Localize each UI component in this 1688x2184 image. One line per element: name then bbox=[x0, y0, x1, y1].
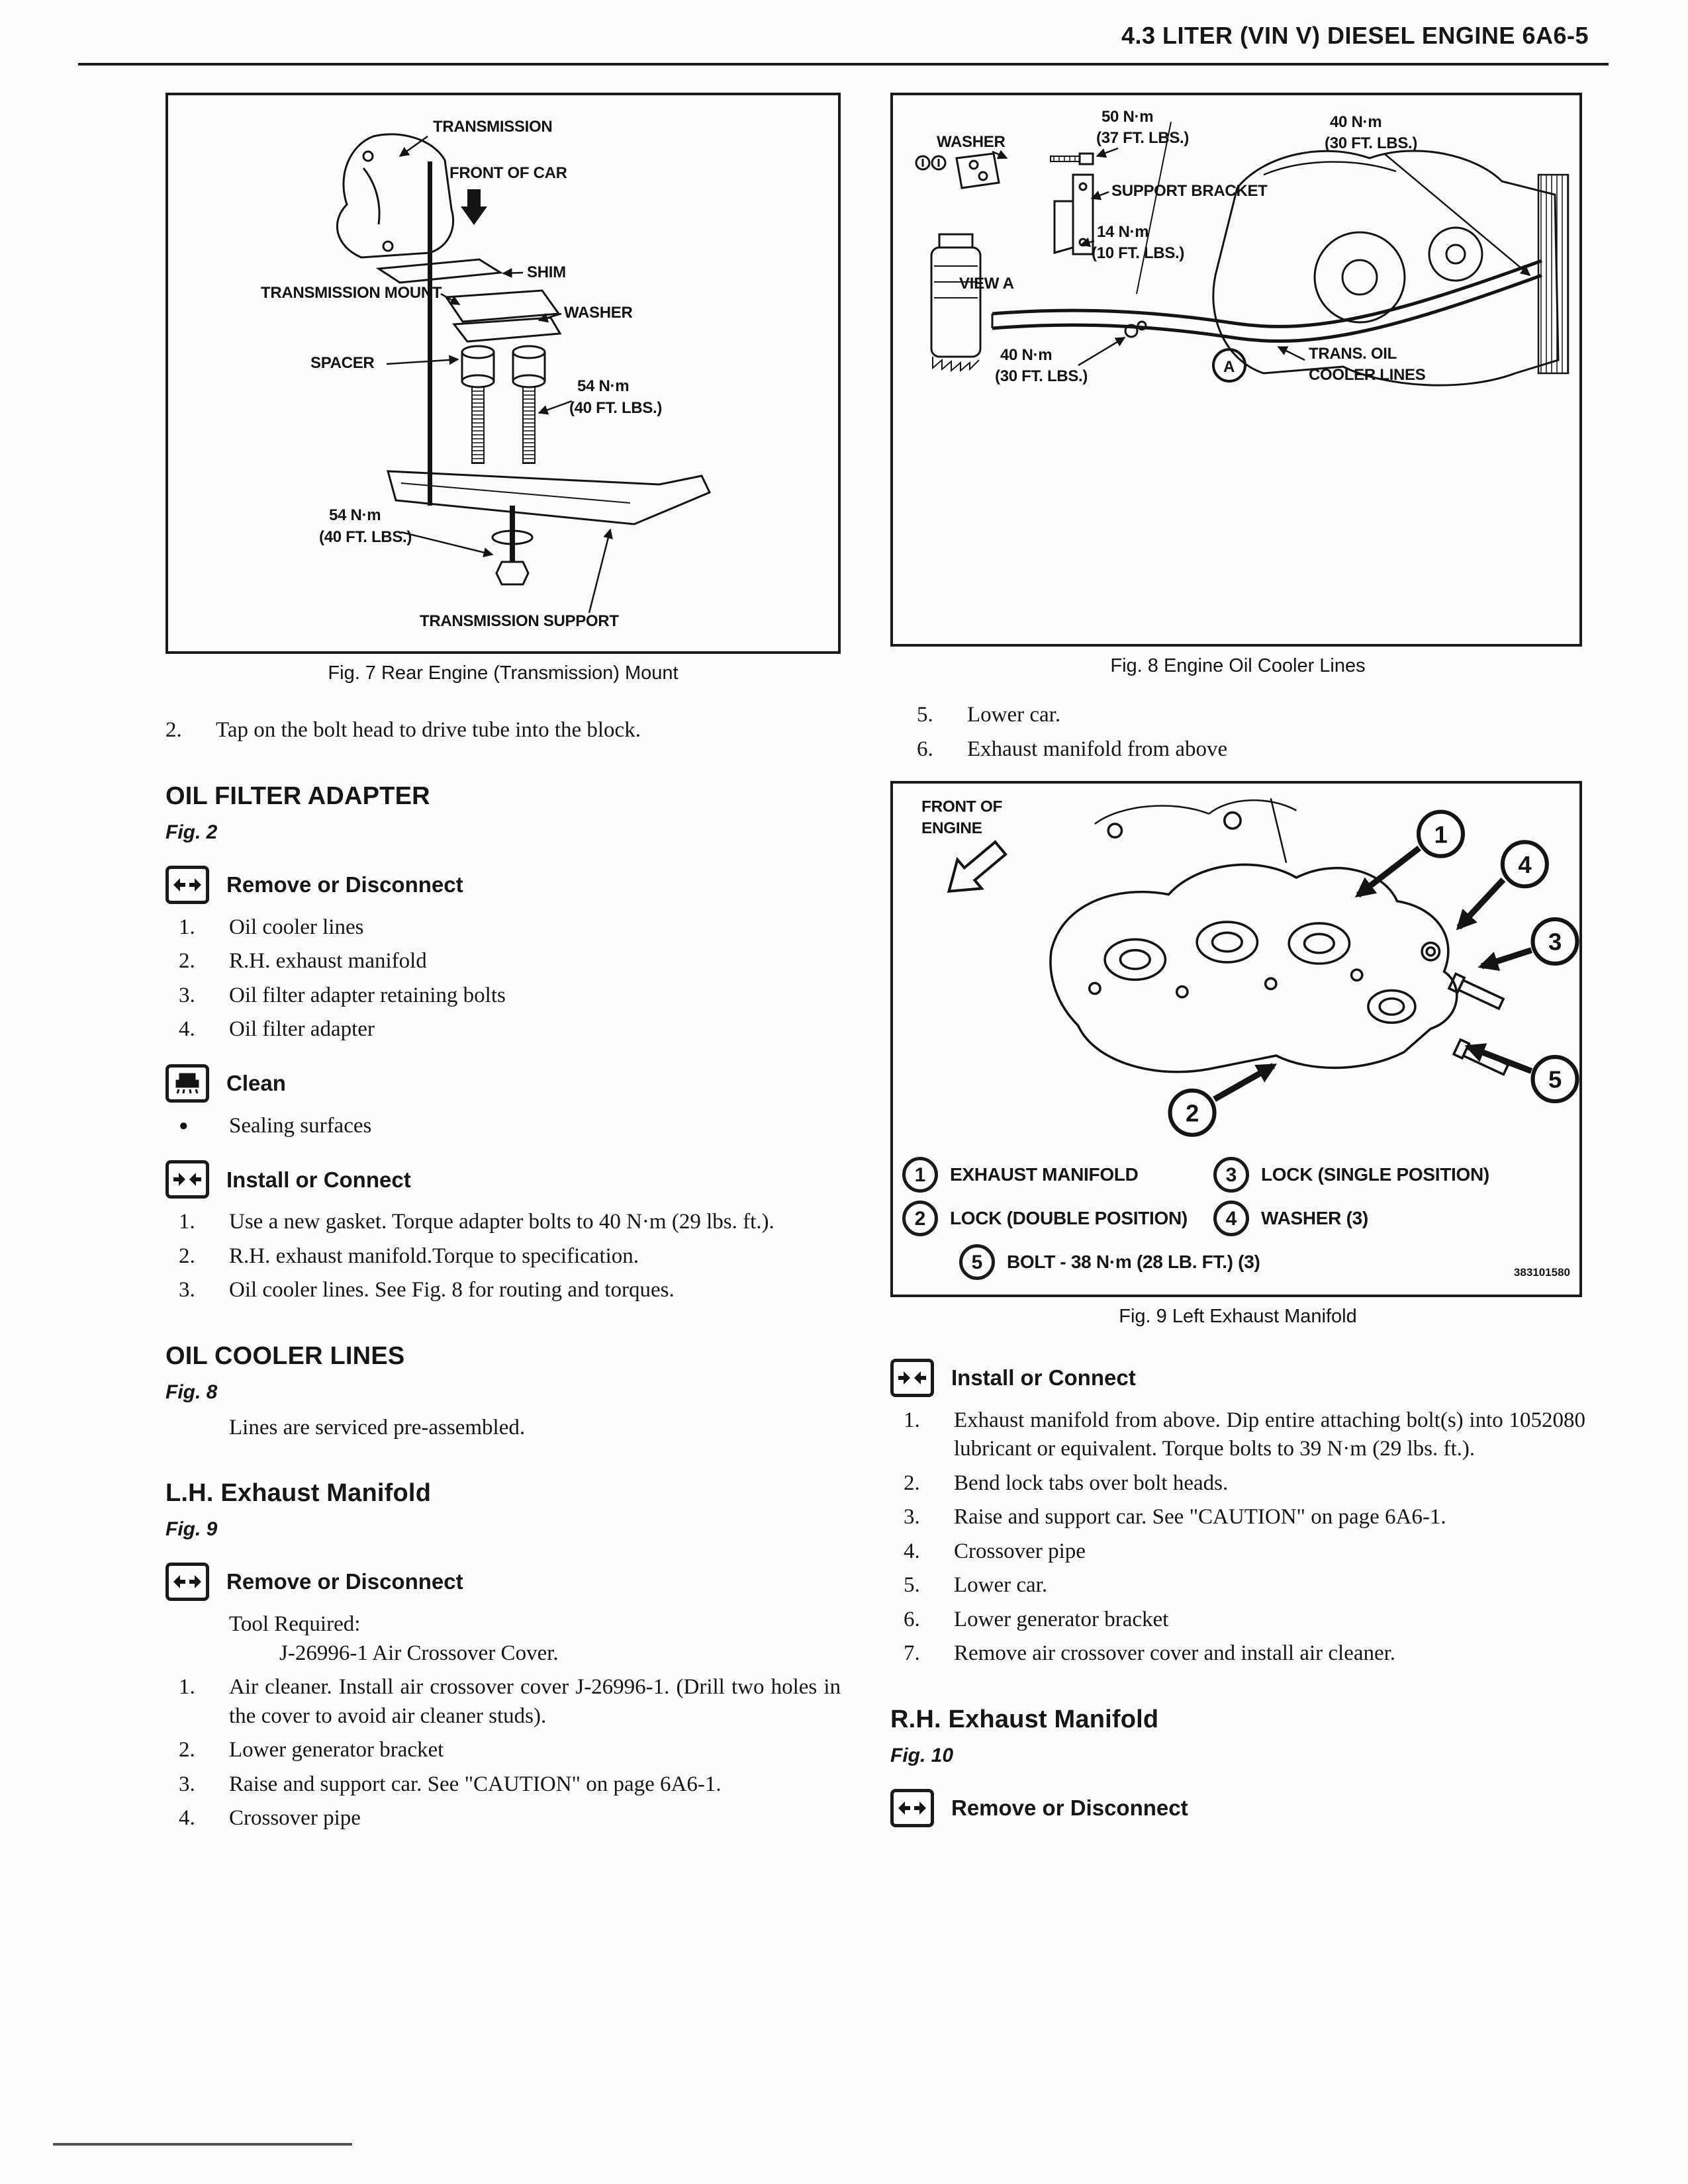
list-item-text: R.H. exhaust manifold.Torque to specification. bbox=[229, 1244, 639, 1268]
legend-row bbox=[902, 1157, 1570, 1193]
list-item-number: 1. bbox=[179, 915, 195, 939]
figure-reference: Fig. 9 bbox=[165, 1518, 218, 1541]
tool-required-label: Tool Required: bbox=[229, 1612, 361, 1636]
list-item bbox=[904, 1571, 1585, 1600]
list-item-text: Crossover pipe bbox=[954, 1539, 1086, 1563]
fig8-label-trans-oil-1: TRANS. OIL bbox=[1309, 345, 1397, 363]
list-item bbox=[179, 1276, 841, 1305]
fig7-label-torque-b2: (40 FT. LBS.) bbox=[319, 528, 412, 546]
figure-reference: Fig. 2 bbox=[165, 821, 218, 843]
clean-row bbox=[165, 1064, 841, 1103]
remove-disconnect-icon bbox=[890, 1789, 934, 1827]
section-heading-oil-filter-adapter: OIL FILTER ADAPTER bbox=[165, 782, 430, 810]
list-item-text: Remove air crossover cover and install air cleaner. bbox=[954, 1641, 1396, 1666]
lh-items-list bbox=[165, 1673, 841, 1833]
list-item-text: Oil filter adapter bbox=[229, 1017, 375, 1042]
legend-circle-5: 5 bbox=[959, 1244, 995, 1280]
list-item bbox=[904, 1406, 1585, 1464]
operation-label: Install or Connect bbox=[951, 1365, 1136, 1390]
install-items-list bbox=[165, 1208, 841, 1305]
list-item bbox=[179, 1804, 841, 1833]
fig8-label-washer: WASHER bbox=[937, 133, 1006, 151]
list-item-text: Oil filter adapter retaining bolts bbox=[229, 983, 506, 1007]
list-item-number: 3. bbox=[179, 1772, 195, 1796]
remove-disconnect-icon bbox=[165, 866, 209, 904]
list-item-text: Lower car. bbox=[954, 1573, 1048, 1598]
fig7-label-transmission: TRANSMISSION bbox=[433, 118, 553, 136]
list-item-number: 3. bbox=[179, 983, 195, 1007]
legend-circle-1: 1 bbox=[902, 1157, 938, 1193]
list-item-text: Use a new gasket. Torque adapter bolts to 40 N·m (29 lbs. ft.). bbox=[229, 1210, 774, 1234]
list-item bbox=[179, 1770, 841, 1799]
list-item-number: 1. bbox=[179, 1675, 195, 1700]
figure-reference: Fig. 10 bbox=[890, 1745, 954, 1767]
list-item bbox=[904, 1469, 1585, 1498]
list-item bbox=[165, 716, 841, 745]
fig7-label-washer: WASHER bbox=[564, 304, 633, 322]
fig8-label-detail-a: A bbox=[1223, 358, 1235, 376]
list-item-text: Sealing surfaces bbox=[229, 1113, 372, 1138]
fig7-label-torque-a2: (40 FT. LBS.) bbox=[569, 399, 663, 417]
list-item-number: 7. bbox=[904, 1641, 920, 1666]
fig7-label-shim: SHIM bbox=[527, 263, 566, 281]
list-item-number: 2. bbox=[179, 1738, 195, 1762]
list-item-text: R.H. exhaust manifold bbox=[229, 949, 427, 974]
list-item-text: Lower generator bracket bbox=[954, 1607, 1169, 1631]
legend-circle-2: 2 bbox=[902, 1201, 938, 1236]
fig9-label-front-of-engine-2: ENGINE bbox=[921, 819, 982, 838]
legend-label: LOCK (DOUBLE POSITION) bbox=[950, 1207, 1188, 1228]
fig7-label-torque-b1: 54 N·m bbox=[329, 506, 381, 524]
install-or-connect-row bbox=[165, 1160, 841, 1199]
fig8-label-t40r-2: (30 FT. LBS.) bbox=[1325, 134, 1418, 152]
list-item bbox=[917, 735, 1585, 764]
list-item-number: 6. bbox=[917, 737, 933, 761]
install-or-connect-row bbox=[890, 1359, 1585, 1397]
fig9-callout-4: 4 bbox=[1518, 851, 1532, 879]
header-rule bbox=[78, 63, 1609, 66]
fig9-callout-2: 2 bbox=[1186, 1099, 1199, 1127]
list-item-number: 2. bbox=[179, 949, 195, 974]
legend-label: WASHER (3) bbox=[1261, 1207, 1368, 1228]
fig7-label-torque-a1: 54 N·m bbox=[577, 377, 630, 395]
tool-name: J-26996-1 Air Crossover Cover. bbox=[279, 1641, 559, 1665]
left-column bbox=[165, 93, 841, 1839]
figure-9-legend bbox=[893, 1146, 1579, 1295]
fig8-label-trans-oil-2: COOLER LINES bbox=[1309, 366, 1426, 384]
figure-8-box bbox=[890, 93, 1582, 647]
figure-9-box bbox=[890, 781, 1582, 1297]
remove-items-list bbox=[165, 913, 841, 1044]
list-item-text: Bend lock tabs over bolt heads. bbox=[954, 1471, 1229, 1495]
legend-row bbox=[959, 1244, 1570, 1280]
bullet-marker: ● bbox=[179, 1116, 189, 1134]
list-item-number: 2. bbox=[904, 1471, 920, 1495]
list-item bbox=[904, 1503, 1585, 1532]
legend-entry bbox=[1213, 1157, 1489, 1193]
legend-circle-4: 4 bbox=[1213, 1201, 1249, 1236]
list-item-text: Exhaust manifold from above. Dip entire attaching bolt(s) into 1052080 lubricant or equivalent. Torque bolts to 39 N·m (29 lbs. ft.). bbox=[954, 1408, 1585, 1461]
legend-row bbox=[902, 1201, 1570, 1236]
figure-reference: Fig. 8 bbox=[165, 1381, 218, 1404]
note-text: Lines are serviced pre-assembled. bbox=[229, 1415, 526, 1439]
list-item bbox=[179, 1112, 841, 1141]
clean-icon bbox=[165, 1064, 209, 1103]
right-column bbox=[890, 93, 1585, 1837]
list-item-text: Tap on the bolt head to drive tube into the block. bbox=[216, 718, 641, 743]
legend-label: LOCK (SINGLE POSITION) bbox=[1261, 1163, 1489, 1185]
legend-entry bbox=[1213, 1201, 1368, 1236]
operation-label: Clean bbox=[226, 1070, 286, 1095]
legend-label: EXHAUST MANIFOLD bbox=[950, 1163, 1139, 1185]
list-item bbox=[179, 1208, 841, 1237]
legend-entry bbox=[902, 1201, 1213, 1236]
list-item bbox=[179, 981, 841, 1011]
figure-8-drawing bbox=[893, 95, 1579, 644]
figure-9-caption: Fig. 9 Left Exhaust Manifold bbox=[1119, 1306, 1357, 1328]
list-item bbox=[179, 1736, 841, 1765]
list-item-number: 5. bbox=[917, 703, 933, 727]
list-item-number: 1. bbox=[904, 1408, 920, 1432]
list-item-text: Raise and support car. See "CAUTION" on page 6A6-1. bbox=[954, 1505, 1446, 1529]
exhaust-manifold-drawing bbox=[937, 799, 1577, 1135]
list-item bbox=[904, 1606, 1585, 1635]
figure-9-drawing bbox=[893, 784, 1579, 1146]
section-heading-lh-exhaust-manifold: L.H. Exhaust Manifold bbox=[165, 1479, 432, 1508]
list-item-text: Exhaust manifold from above bbox=[967, 737, 1228, 761]
list-item bbox=[179, 1673, 841, 1731]
figure-8-caption: Fig. 8 Engine Oil Cooler Lines bbox=[1110, 655, 1366, 676]
fig7-label-transmission-support: TRANSMISSION SUPPORT bbox=[420, 612, 619, 630]
list-item-text: Lower generator bracket bbox=[229, 1738, 444, 1762]
fig8-label-t50-2: (37 FT. LBS.) bbox=[1096, 129, 1190, 147]
install-connect-icon bbox=[890, 1359, 934, 1397]
operation-label: Install or Connect bbox=[226, 1167, 411, 1192]
right-install-list bbox=[890, 1406, 1585, 1668]
list-item bbox=[917, 701, 1585, 730]
fig8-label-t40r-1: 40 N·m bbox=[1330, 113, 1382, 131]
figure-7-drawing bbox=[168, 95, 838, 651]
list-item-text: Oil cooler lines. See Fig. 8 for routing and torques. bbox=[229, 1278, 675, 1302]
list-item-number: 4. bbox=[179, 1017, 195, 1042]
list-item-number: 1. bbox=[179, 1210, 195, 1234]
list-item-text: Lower car. bbox=[967, 703, 1061, 727]
figure-7-caption: Fig. 7 Rear Engine (Transmission) Mount bbox=[328, 662, 679, 684]
figure-part-number: 383101580 bbox=[1513, 1265, 1570, 1279]
right-top-list bbox=[890, 701, 1585, 764]
list-item-text: Raise and support car. See "CAUTION" on page 6A6-1. bbox=[229, 1772, 722, 1796]
remove-or-disconnect-row bbox=[165, 866, 841, 904]
page-bottom-mark bbox=[53, 2143, 352, 2146]
list-item-text: Crossover pipe bbox=[229, 1806, 361, 1831]
fig9-label-front-of-engine-1: FRONT OF bbox=[921, 797, 1003, 816]
list-item bbox=[904, 1639, 1585, 1668]
fig7-label-spacer: SPACER bbox=[310, 354, 375, 372]
fig7-label-transmission-mount: TRANSMISSION MOUNT bbox=[261, 284, 442, 302]
list-item-number: 4. bbox=[179, 1806, 195, 1831]
fig8-label-t50-1: 50 N·m bbox=[1102, 108, 1154, 126]
section-heading-oil-cooler-lines: OIL COOLER LINES bbox=[165, 1342, 405, 1370]
clean-items-list bbox=[165, 1112, 841, 1141]
fig8-label-t40l-1: 40 N·m bbox=[1000, 346, 1053, 364]
figure-7-box bbox=[165, 93, 841, 654]
list-item-number: 2. bbox=[179, 1244, 195, 1268]
list-item-number: 6. bbox=[904, 1607, 920, 1631]
list-item-number: 3. bbox=[904, 1505, 920, 1529]
fig7-label-front-of-car: FRONT OF CAR bbox=[449, 164, 567, 182]
list-item-text: Air cleaner. Install air crossover cover J-26996-1. (Drill two holes in the cover to avoid air cleaner studs). bbox=[229, 1675, 841, 1728]
list-item-number: 4. bbox=[904, 1539, 920, 1563]
list-item-number: 3. bbox=[179, 1278, 195, 1302]
fig8-label-support-bracket: SUPPORT BRACKET bbox=[1111, 182, 1268, 200]
legend-circle-3: 3 bbox=[1213, 1157, 1249, 1193]
remove-disconnect-icon bbox=[165, 1563, 209, 1601]
list-item-number: 5. bbox=[904, 1573, 920, 1598]
fig8-label-t14-2: (10 FT. LBS.) bbox=[1092, 244, 1185, 262]
remove-or-disconnect-row bbox=[165, 1563, 841, 1601]
list-item bbox=[179, 947, 841, 976]
list-item-text: Oil cooler lines bbox=[229, 915, 364, 939]
page-title: 4.3 LITER (VIN V) DIESEL ENGINE 6A6-5 bbox=[1121, 22, 1589, 49]
list-item-number: 2. bbox=[165, 718, 182, 743]
list-item bbox=[179, 913, 841, 942]
fig8-label-t14-1: 14 N·m bbox=[1097, 223, 1149, 241]
remove-or-disconnect-row bbox=[890, 1789, 1585, 1827]
operation-label: Remove or Disconnect bbox=[951, 1795, 1188, 1820]
legend-label: BOLT - 38 N·m (28 LB. FT.) (3) bbox=[1007, 1251, 1260, 1272]
fig9-callout-3: 3 bbox=[1548, 929, 1562, 956]
fig8-label-view-a: VIEW A bbox=[959, 275, 1014, 293]
operation-label: Remove or Disconnect bbox=[226, 872, 463, 897]
fig8-label-t40l-2: (30 FT. LBS.) bbox=[995, 367, 1088, 385]
fig9-callout-1: 1 bbox=[1434, 821, 1448, 848]
install-connect-icon bbox=[165, 1160, 209, 1199]
fig9-callout-5: 5 bbox=[1548, 1066, 1562, 1094]
legend-entry bbox=[902, 1157, 1213, 1193]
list-item bbox=[179, 1015, 841, 1044]
list-item bbox=[179, 1242, 841, 1271]
operation-label: Remove or Disconnect bbox=[226, 1569, 463, 1594]
section-heading-rh-exhaust-manifold: R.H. Exhaust Manifold bbox=[890, 1706, 1159, 1733]
list-item bbox=[904, 1537, 1585, 1567]
